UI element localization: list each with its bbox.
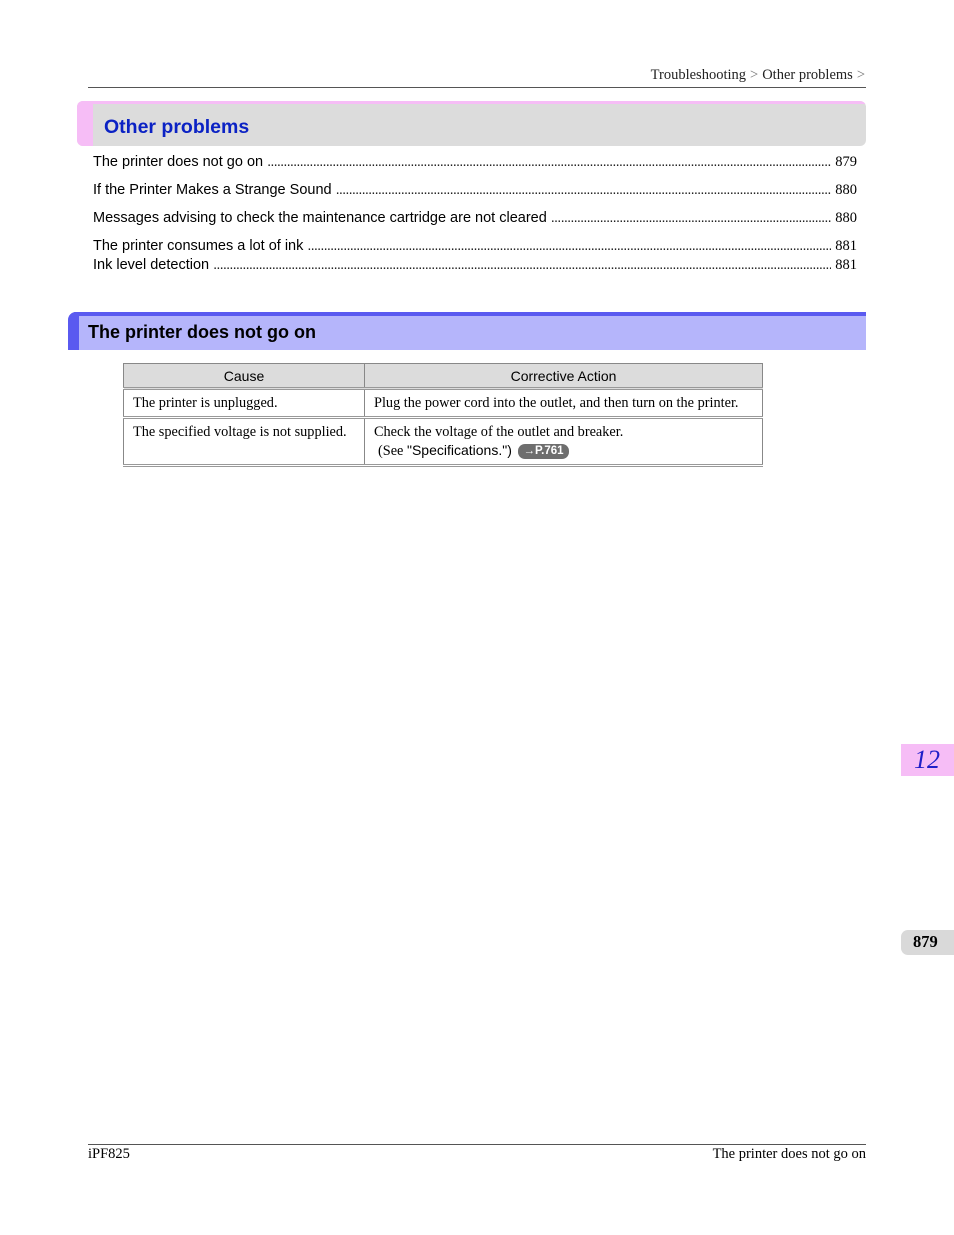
action-cell: Plug the power cord into the outlet, and then turn on the printer. <box>365 389 763 418</box>
toc-item-title: If the Printer Makes a Strange Sound <box>93 182 332 198</box>
chapter-number: 12 <box>914 745 940 774</box>
table-header-row <box>124 364 763 389</box>
action-cell <box>365 418 763 466</box>
toc-item-title: The printer does not go on <box>93 154 264 170</box>
breadcrumb-item-other-problems[interactable]: Other problems <box>762 67 853 83</box>
footer-model: iPF825 <box>88 1146 130 1162</box>
toc-item-page: 880 <box>835 210 857 226</box>
toc-item[interactable] <box>93 238 857 258</box>
chapter-tab[interactable] <box>901 744 954 776</box>
subsection-heading-band <box>68 312 866 316</box>
toc-item[interactable] <box>93 154 857 174</box>
toc-leader-dots <box>551 210 831 226</box>
cause-action-table <box>123 363 763 467</box>
breadcrumb <box>651 67 865 84</box>
toc-leader-dots <box>336 182 832 198</box>
cause-cell: The specified voltage is not supplied. <box>124 418 365 466</box>
toc-leader-dots <box>213 257 831 273</box>
header-rule <box>88 87 866 88</box>
action-text: Check the voltage of the outlet and breaker. <box>374 424 624 440</box>
section-heading-accent <box>77 101 93 146</box>
specifications-link[interactable]: "Specifications.") <box>406 442 512 458</box>
toc-item-page: 880 <box>835 182 857 198</box>
footer-section-title: The printer does not go on <box>712 1146 866 1162</box>
column-header-cause: Cause <box>124 364 365 389</box>
table-row <box>124 418 763 466</box>
page-number: 879 <box>913 932 938 951</box>
breadcrumb-separator: > <box>856 67 865 83</box>
page-reference-badge[interactable]: →P.761 <box>518 444 568 459</box>
column-header-corrective-action: Corrective Action <box>365 364 763 389</box>
toc-item[interactable] <box>93 257 857 277</box>
see-prefix: (See <box>378 443 407 459</box>
toc-item-title: Messages advising to check the maintenance cartridge are not cleared <box>93 210 547 226</box>
page-number-tab <box>901 930 954 955</box>
section-heading-band <box>77 101 866 104</box>
cause-cell: The printer is unplugged. <box>124 389 365 418</box>
footer-rule <box>88 1144 866 1145</box>
subsection-title: The printer does not go on <box>88 322 316 342</box>
breadcrumb-separator: > <box>750 67 759 83</box>
toc-item[interactable] <box>93 210 857 230</box>
toc-item-title: Ink level detection <box>93 257 210 273</box>
subsection-heading-accent <box>68 312 79 350</box>
see-reference <box>374 441 753 460</box>
breadcrumb-item-troubleshooting[interactable]: Troubleshooting <box>650 67 747 83</box>
subsection-heading-box <box>68 312 866 350</box>
toc-leader-dots <box>307 238 831 254</box>
toc-item[interactable] <box>93 182 857 202</box>
section-title: Other problems <box>104 116 250 138</box>
toc-item-page: 879 <box>835 154 857 170</box>
toc-leader-dots <box>267 154 831 170</box>
section-heading-box <box>77 101 866 146</box>
table-row <box>124 389 763 418</box>
toc-item-page: 881 <box>835 257 857 273</box>
toc-item-title: The printer consumes a lot of ink <box>93 238 304 254</box>
toc-item-page: 881 <box>835 238 857 254</box>
